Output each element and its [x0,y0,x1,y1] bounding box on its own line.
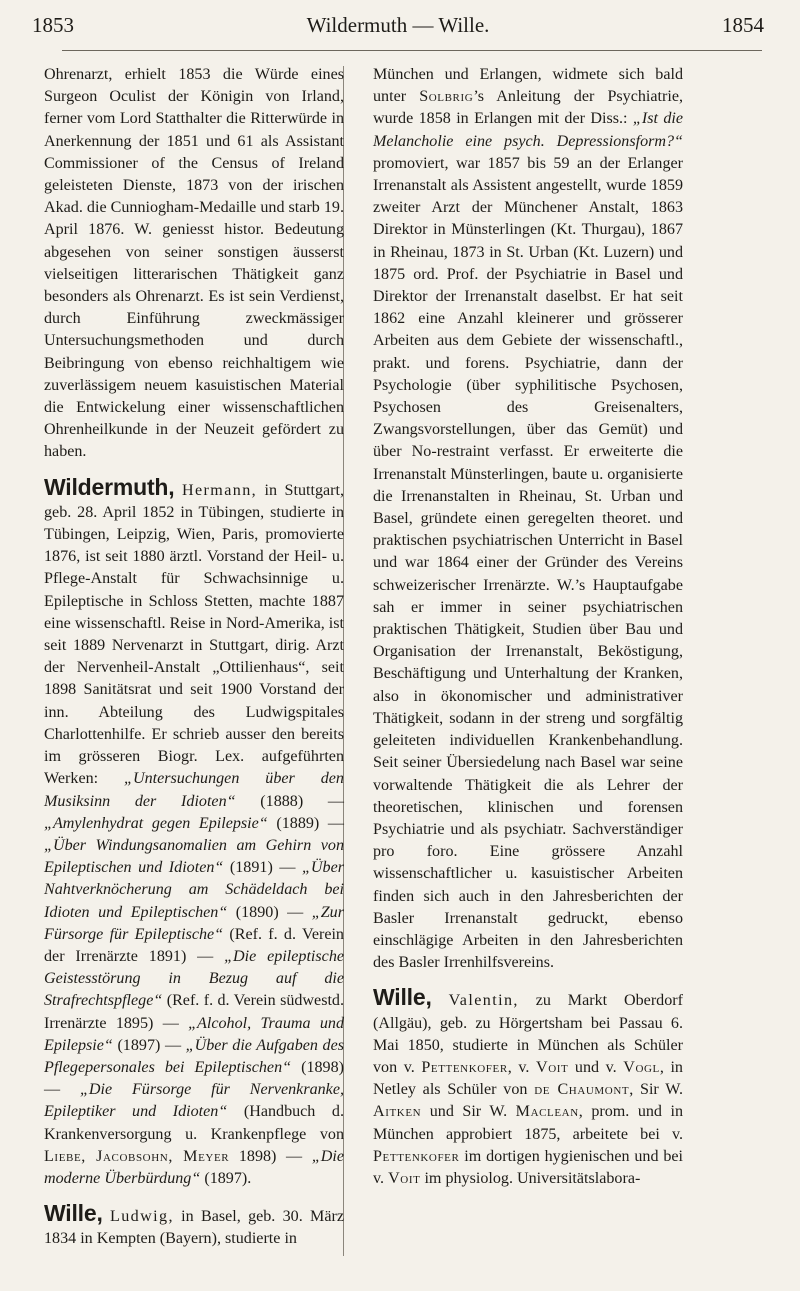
entry-wille-ludwig-continued: München und Erlangen, widmete sich bald unter Solbrig’s Anleitung der Psychiatrie, wurde 1858 in Erlangen mit der Diss.: „Ist die Melancholie eine psych. Depressionsform?“ promoviert, war 1857 bis 59 an der Erlanger Irrenanstalt als Assistent angestellt, wurde 1859 zweiter Arzt der Münchener Anstalt, 1863 Direktor in Münsterlingen (Kt. Thurgau), 1867 in Rheinau, 1873 in St. Urban (Kt. Luzern) und 1875 ord. Prof. der Psychiatrie in Basel und Direktor der Irrenanstalt daselbst. Er hat seit 1862 eine Anzahl kleinerer und grösserer Arbeiten aus dem Gebiete der wissenschaftl., prakt. und forens. Psychiatrie, dann der Psychologie (über syphilitische Psychosen, Psychosen des Greisenalters, Zwangsvorstellungen, über das Gemüt) und über No-restraint verfasst. Er erweiterte die Irrenanstalt Münsterlingen, baute u. organisierte die Irrenanstalten in Rheinau, St. Urban und Basel, gründete einen geregelten theoret. und praktischen psychiatrischen Unterricht in Basel und war 1864 einer der Gründer des Vereins schweizerischer Irrenärzte. W.’s Hauptaufgabe sah er immer in seiner psychiatrischen praktischen Thätigkeit, Studien über Bau und Organisation der Irrenanstalt, Beköstigung, Beschäftigung und Unterhaltung der Kranken, also in ökonomischer und administrativer Thätigkeit, sodann in der streng und sorgfältig geleiteten individuellen Krankenbehandlung. Seit seiner Übersiedelung nach Basel war seine vorwaltende Thätigkeit die als Lehrer der theoretischen, klinischen und forensen Psychiatrie und als psychiatr. Sachverständiger pro foro. Eine grössere Anzahl wissenschaftlicher u. kasuistischer Arbeiten finden sich auch in den Jahresberichten der Basler Irrenanstalt gedruckt, ebenso einschlägige Arbeiten in den Jahresberichten des Basler Irrenhilfsvereins. [373,66,683,972]
entry-headword: Wildermuth, [44,473,175,500]
entry-first-name: Hermann, [181,481,258,499]
entry-headword: Wille, [44,1200,103,1227]
entry-continuation: Ohrenarzt, erhielt 1853 die Würde eines Surgeon Oculist der Königin von Irland, ferner vom Lord Statthalter die Ritterwürde in Anerkennung der 1851 und 61 als Assistant Commissioner of the Census of Ireland geleisteten Dienste, 1873 von der irischen Akad. die Cunniogham-Medaille und starb 19. April 1876. W. geniesst histor. Bedeutung abgesehen von seiner sonstigen äusserst vielseitigen litterarischen Thätigkeit ganz besonders als Ohrenarzt. Es ist sein Verdienst, durch Einführung zweckmässiger Untersuchungsmethoden und durch Beibringung von ebenso reichhaltigem wie zuverlässigem neuem kasuistischen Material die Entwickelung einer wissenschaftlichen Ohrenheilkunde in der Neuzeit gefördert zu haben. [44,66,344,461]
page-header [32,8,764,42]
page-number-right: 1854 [722,13,764,37]
right-column [373,64,683,1190]
running-title: Wildermuth — Wille. [306,13,490,37]
page-number-left: 1853 [32,13,74,37]
entry-wildermuth-hermann: Wildermuth, Hermann, in Stuttgart, geb. 28. April 1852 in Tübingen, studierte in Tübingen, Leipzig, Wien, Paris, promovierte 1876, ist seit 1880 ärztl. Vorstand der Heil- u. Pflege-Anstalt für Schwachsinnige u. Epileptische in Schloss Stetten, machte 1887 eine wissenschaftl. Reise in Nord-Amerika, ist seit 1889 Nervenarzt in Stuttgart, dirig. Arzt der Nervenheil-Anstalt „Ottilienhaus“, seit 1898 Sanitätsrat und seit 1900 Vorstand der inn. Abteilung des Ludwigspitales Charlottenhilfe. Er schrieb ausser den bereits im grösseren Biogr. Lex. aufgeführten Werken: „Untersuchungen über den Musiksinn der Idioten“ (1888) — „Amylenhydrat gegen Epilepsie“ (1889) — „Über Windungsanomalien am Gehirn von Epileptischen und Idioten“ (1891) — „Über Nahtverknöcherung am Schädeldach bei Idioten und Epileptischen“ (1890) — „Zur Fürsorge für Epileptische“ (Ref. f. d. Verein der Irrenärzte 1891) — „Die epileptische Geistesstörung in Bezug auf die Strafrechtspflege“ (Ref. f. d. Verein südwestd. Irrenärzte 1895) — „Alcohol, Trauma und Epilepsie“ (1897) — „Über die Aufgaben des Pflegepersonales bei Epileptischen“ (1898) — „Die Fürsorge für Nervenkranke, Epileptiker und Idioten“ (Handbuch d. Krankenversorgung u. Krankenpflege von Liebe, Jacobsohn, Meyer 1898) — „Die moderne Überbürdung“ (1897). [44,473,345,1187]
header-rule [62,50,762,51]
entry-headword: Wille, [373,984,432,1011]
entry-wille-ludwig: Wille, Ludwig, in Basel, geb. 30. März 1834 in Kempten (Bayern), studierte in [44,1200,345,1248]
entry-wille-valentin: Wille, Valentin, zu Markt Oberdorf (Allgäu), geb. zu Hörgertsham bei Passau 6. Mai 1850, studierte in München als Schüler von v. Pettenkofer, v. Voit und v. Vogl, in Netley als Schüler von de Chaumont, Sir W. Aitken und Sir W. Maclean, prom. und in München approbiert 1875, arbeitete bei v. Pettenkofer im dortigen hygienischen und bei v. Voit im physiolog. Universitätslabora- [373,984,684,1187]
left-column [44,64,344,1251]
entry-first-name: Ludwig, [109,1208,174,1226]
entry-first-name: Valentin, [448,992,519,1010]
